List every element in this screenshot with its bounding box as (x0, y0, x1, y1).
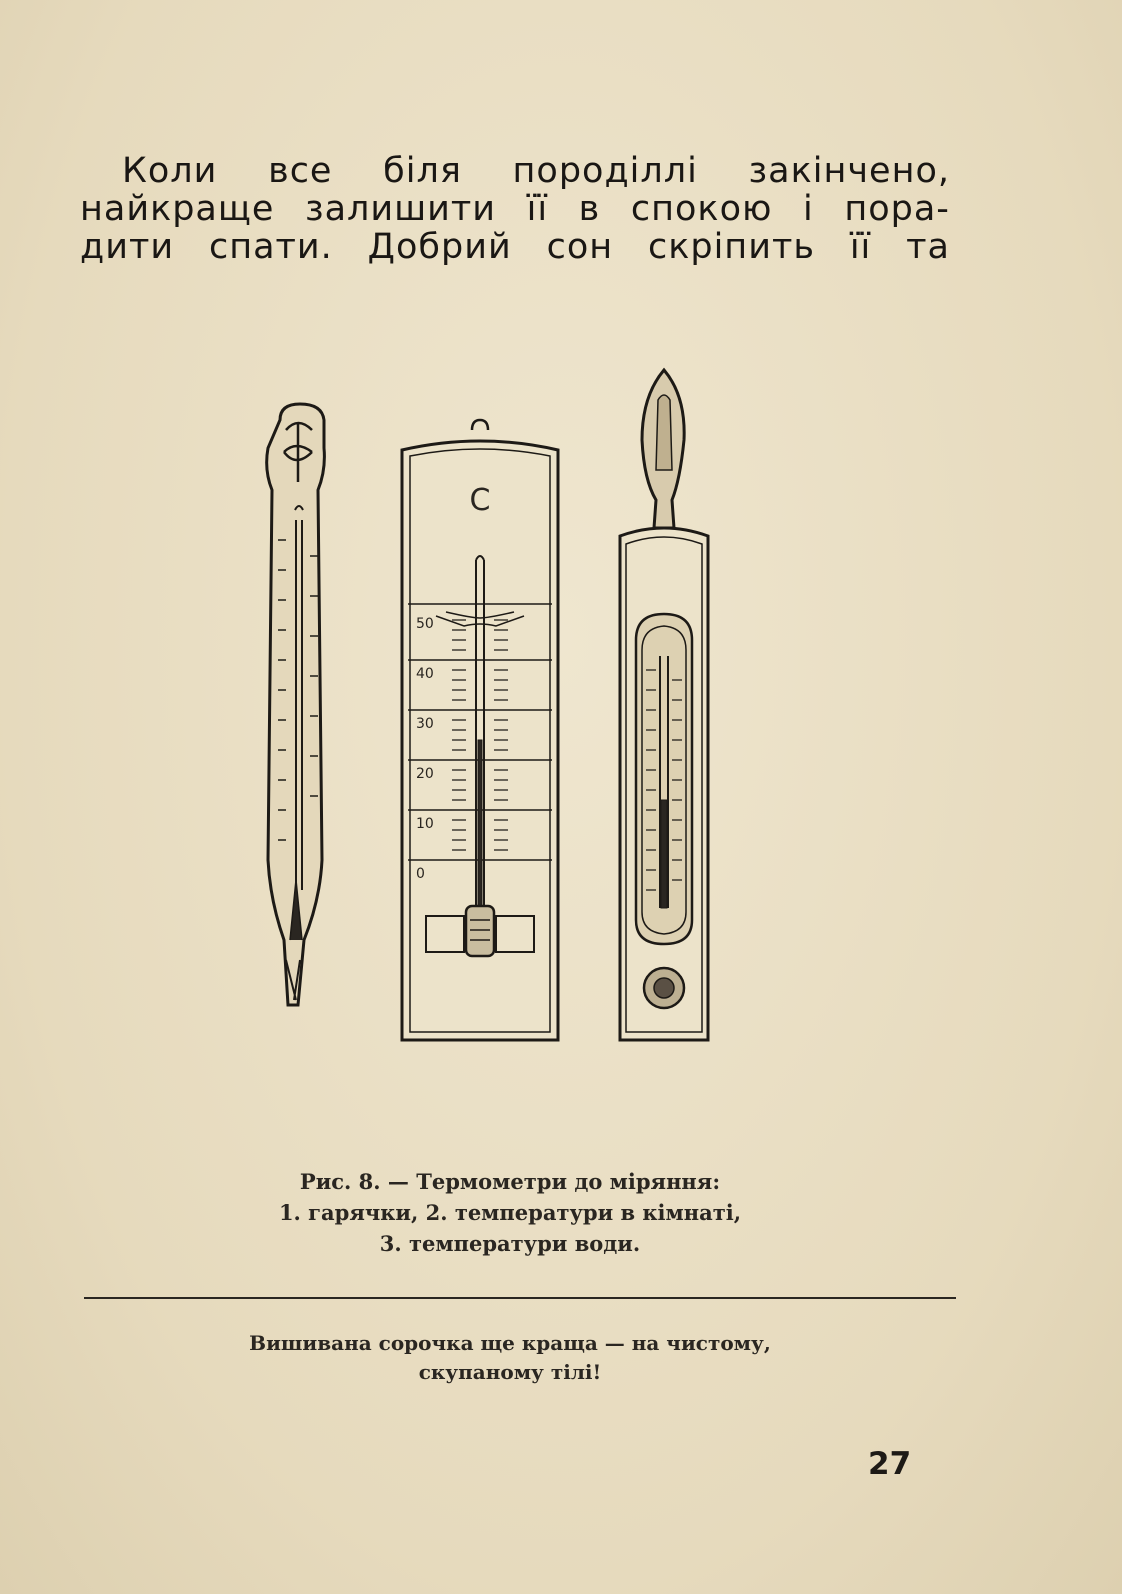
scale-label: 40 (416, 666, 434, 682)
water-thermometer (620, 370, 708, 1040)
word: її (849, 227, 872, 267)
word: закінчено, (748, 151, 950, 191)
word: пора- (844, 189, 950, 229)
word: біля (383, 151, 462, 191)
word: і (803, 189, 814, 229)
figure-caption (160, 1166, 860, 1259)
page-number: 27 (868, 1446, 912, 1482)
motto-line: скупаному тілі! (418, 1360, 602, 1384)
word: найкраще (80, 189, 275, 229)
caption-title: Рис. 8. — Термометри до міряння: (299, 1169, 721, 1194)
thermometers-figure (240, 360, 740, 1080)
caption-line: 3. температури води. (379, 1231, 641, 1256)
word: залишити (304, 189, 497, 229)
scale-label: 0 (416, 866, 425, 882)
thermometers-illustration (240, 360, 740, 1080)
word: сон (546, 227, 614, 267)
word: скріпить (647, 227, 815, 267)
word: в (578, 189, 601, 229)
word: все (268, 151, 333, 191)
word: дити (80, 227, 175, 267)
word: Коли (122, 151, 218, 191)
word: її (526, 189, 549, 229)
word: та (906, 227, 950, 267)
divider (84, 1297, 956, 1299)
scale-label: 20 (416, 766, 434, 782)
scale-label: 10 (416, 816, 434, 832)
scale-label: 30 (416, 716, 434, 732)
word: породіллі (512, 151, 698, 191)
scale-letter: C (469, 483, 491, 518)
caption-line: 1. гарячки, 2. температури в кімнаті, (278, 1200, 742, 1225)
room-thermometer (402, 420, 558, 1040)
scale-label: 50 (416, 616, 434, 632)
body-paragraph (80, 152, 950, 266)
word: спати. (208, 227, 333, 267)
body-line-3 (80, 228, 950, 266)
motto-line: Вишивана сорочка ще краща — на чистому, (249, 1331, 771, 1355)
body-line-1 (80, 152, 950, 190)
footer-motto (160, 1329, 860, 1387)
body-line-2 (80, 190, 950, 228)
word: спокою (630, 189, 773, 229)
word: Добрий (367, 227, 512, 267)
fever-thermometer (267, 404, 325, 1005)
